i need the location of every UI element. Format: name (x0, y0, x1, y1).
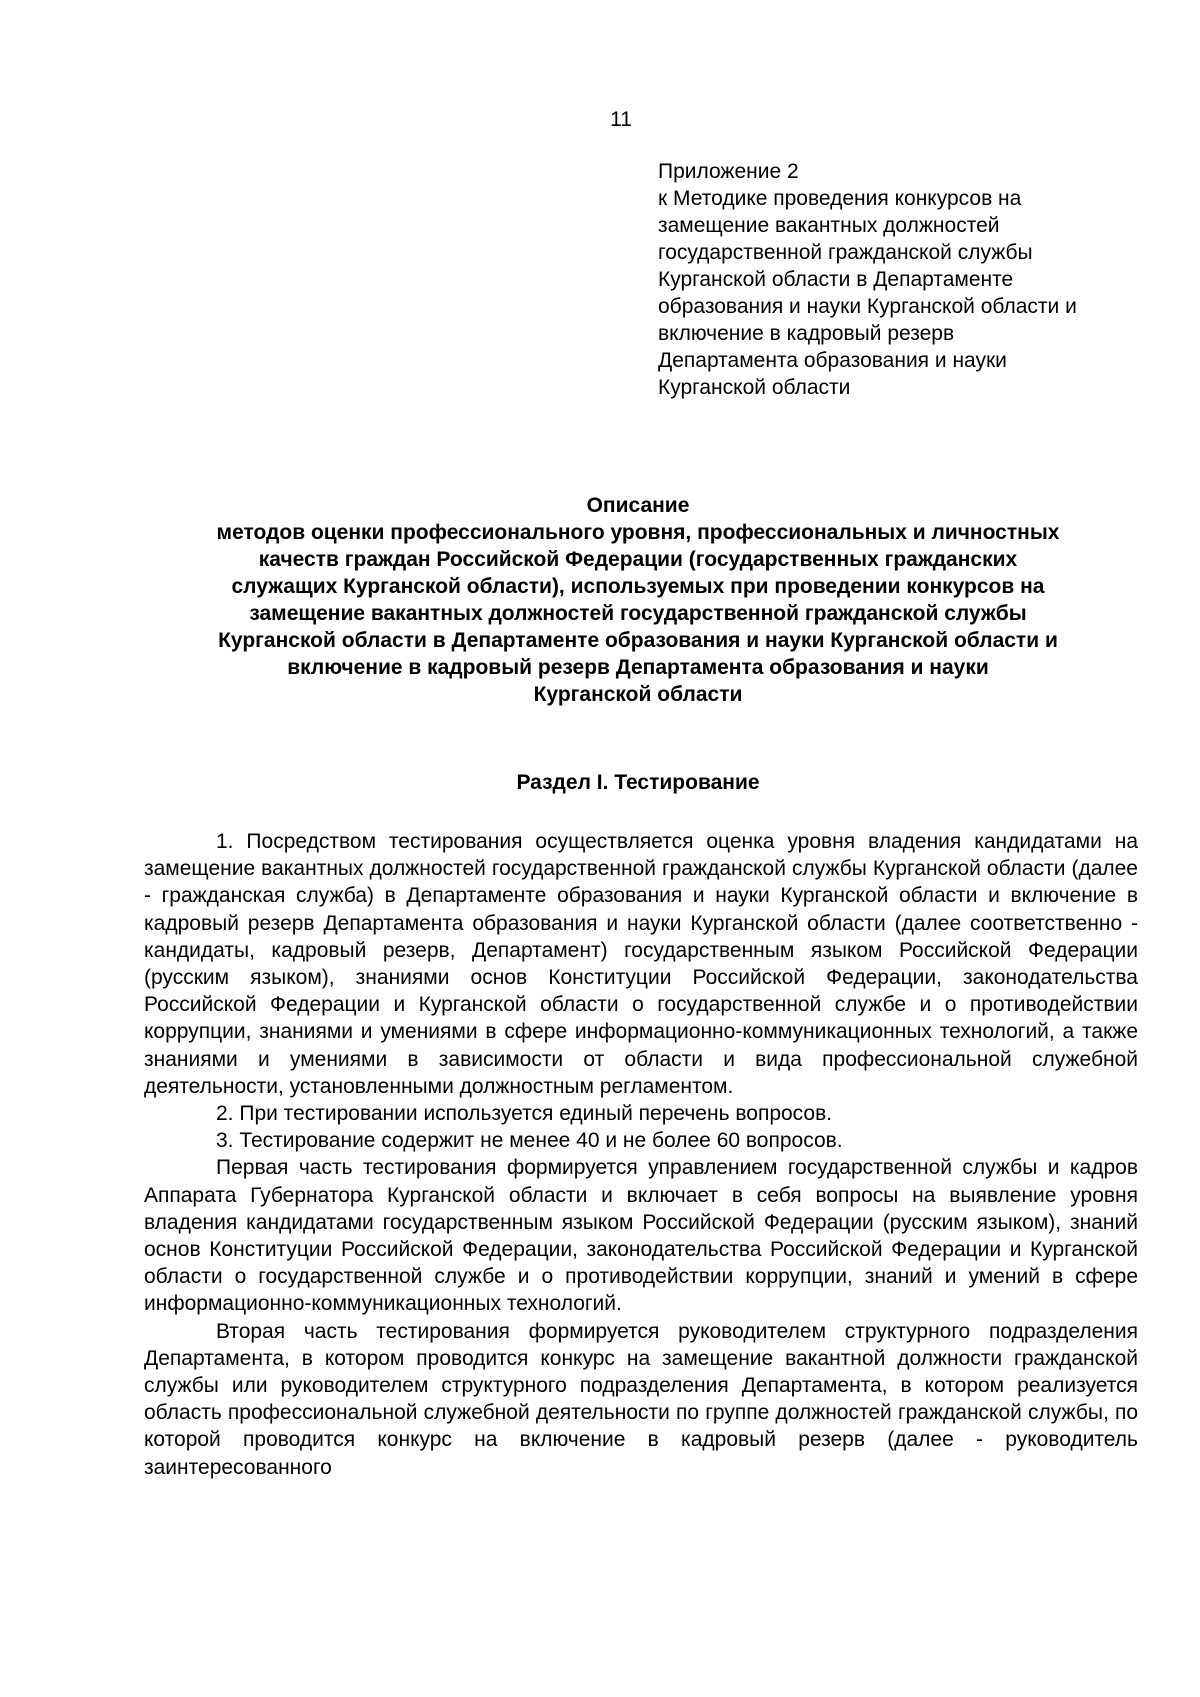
title-line: замещение вакантных должностей государственной гражданской службы (249, 602, 1027, 625)
title-heading: Описание (586, 494, 690, 517)
paragraph: Вторая часть тестирования формируется руководителем структурного подразделения Департамента, в котором проводится конкурс на замещение вакантной должности гражданской службы или руководителем структурного подразделения Департамента, в котором реализуется область профессиональной служебной деятельности по группе должностей гражданской службы, по которой проводится конкурс на включение в кадровый резерв (далее - руководитель заинтересованного (144, 1319, 1138, 1479)
title-line: включение в кадровый резерв Департамента образования и науки (287, 656, 989, 679)
title-line: методов оценки профессионального уровня, профессиональных и личностных (216, 521, 1060, 544)
appendix-line: Приложение 2 (658, 160, 799, 183)
appendix-line: к Методике проведения конкурсов на (658, 187, 1022, 210)
appendix-line: образования и науки Курганской области и (658, 295, 1077, 318)
section-body (144, 828, 1138, 1481)
appendix-line: Департамента образования и науки (658, 349, 1007, 372)
page-number: 11 (610, 108, 632, 131)
appendix-line: Курганской области в Департаменте (658, 268, 1014, 291)
title-line: Курганской области (533, 683, 743, 706)
title-line: качеств граждан Российской Федерации (государственных гражданских (258, 548, 1018, 571)
appendix-reference (658, 158, 1178, 401)
paragraph: Первая часть тестирования формируется управлением государственной службы и кадров Аппарата Губернатора Курганской области и включает в себя вопросы на выявление уровня владения кандидатами государственным языком Российской Федерации (русским языком), знаний основ Конституции Российской Федерации, законодательства Российской Федерации и Курганской области о государственной службе и о противодействии коррупции, знаний и умений в сфере информационно-коммуникационных технологий. (144, 1156, 1138, 1316)
document-title (140, 492, 1136, 708)
paragraph: 1. Посредством тестирования осуществляется оценка уровня владения кандидатами на замещение вакантных должностей государственной гражданской службы Курганской области (далее - гражданская служба) в Департаменте образования и науки Курганской области и включение в кадровый резерв Департамента образования и науки Курганской области (далее соответственно - кандидаты, кадровый резерв, Департамент) государственным языком Российской Федерации (русским языком), знаниями основ Конституции Российской Федерации, законодательства Российской Федерации и Курганской области о государственной службе и о противодействии коррупции, знаниями и умениями в сфере информационно-коммуникационных технологий, а также знаниями и умениями в зависимости от области и вида профессиональной служебной деятельности, установленными должностным регламентом. (144, 830, 1138, 1098)
paragraph: 3. Тестирование содержит не менее 40 и не более 60 вопросов. (216, 1129, 843, 1153)
title-line: Курганской области в Департаменте образования и науки Курганской области и (218, 629, 1058, 652)
appendix-line: государственной гражданской службы (658, 241, 1033, 264)
appendix-line: Курганской области (658, 376, 851, 399)
appendix-line: замещение вакантных должностей (658, 214, 1000, 237)
paragraph: 2. При тестировании используется единый перечень вопросов. (216, 1102, 833, 1126)
section-heading: Раздел I. Тестирование (516, 771, 760, 794)
appendix-line: включение в кадровый резерв (658, 322, 955, 345)
title-line: служащих Курганской области), используемых при проведении конкурсов на (231, 575, 1045, 598)
